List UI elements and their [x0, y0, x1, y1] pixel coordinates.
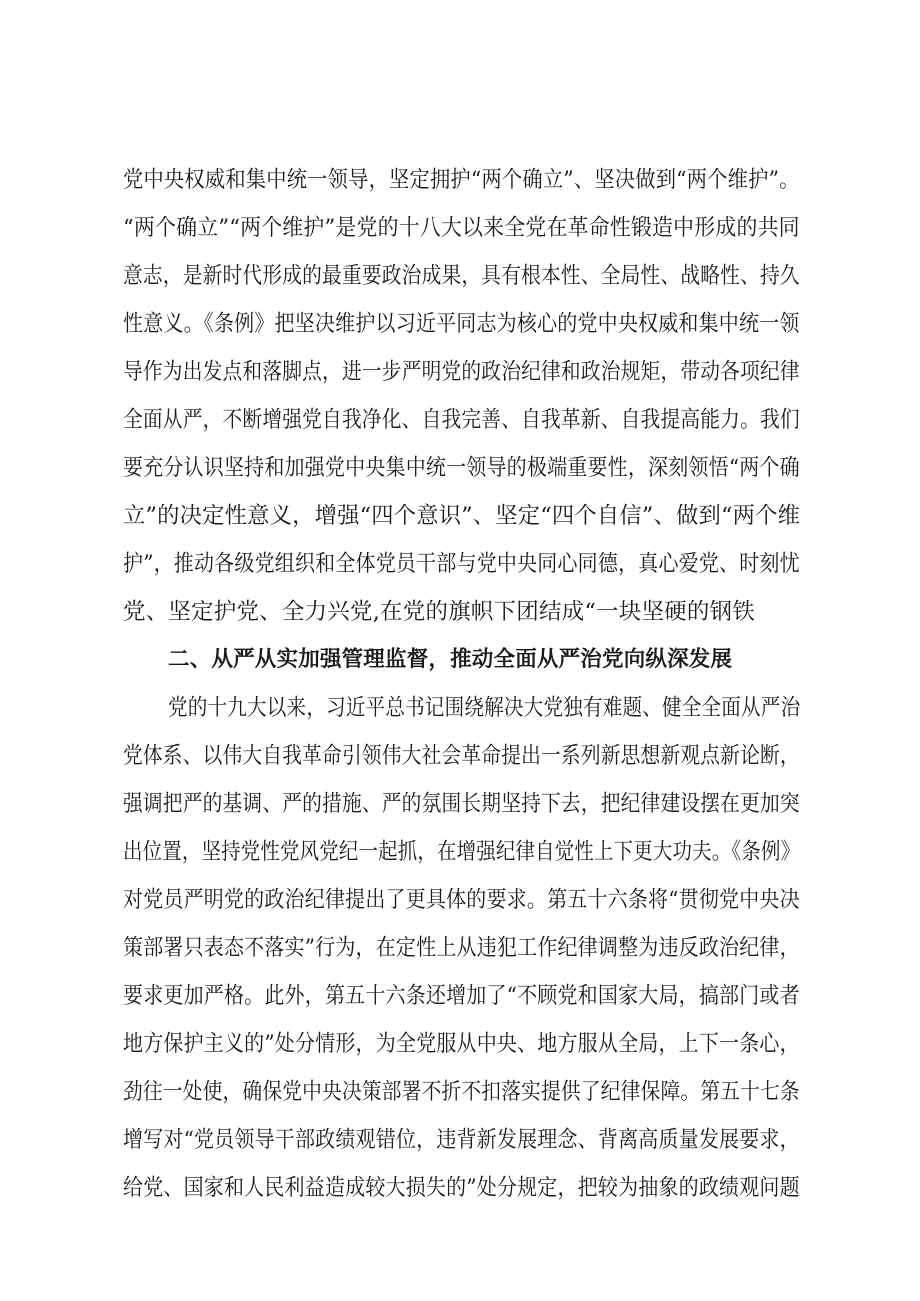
- text-line: 劲往一处使，确保党中央决策部署不折不扣落实提供了纪律保障。第五十七条: [123, 1079, 800, 1105]
- text-line: 党中央权威和集中统一领导，坚定拥护“两个确立”、坚决做到“两个维护”。: [123, 167, 800, 193]
- text-line: 增写对“党员领导干部政绩观错位，违背新发展理念、背离高质量发展要求，: [123, 1127, 800, 1153]
- text-line: 给党、国家和人民利益造成较大损失的”处分规定，把较为抽象的政绩观问题: [123, 1175, 800, 1201]
- text-line: 要充分认识坚持和加强党中央集中统一领导的极端重要性，深刻领悟“两个确: [123, 455, 800, 481]
- text-line: 出位置，坚持党性党风党纪一起抓，在增强纪律自觉性上下更大功夫。《条例》: [123, 839, 801, 865]
- text-line: 党体系、以伟大自我革命引领伟大社会革命提出一系列新思想新观点新论断，: [123, 743, 800, 769]
- text-line: 意志，是新时代形成的最重要政治成果，具有根本性、全局性、战略性、持久: [123, 263, 800, 289]
- text-line: 要求更加严格。此外，第五十六条还增加了“不顾党和国家大局，搞部门或者: [123, 983, 800, 1009]
- text-line: “两个确立”“两个维护”是党的十八大以来全党在革命性锻造中形成的共同: [123, 215, 800, 241]
- text-line: 党的十九大以来，习近平总书记围绕解决大党独有难题、健全全面从严治: [168, 695, 801, 721]
- text-line: 立”的决定性意义，增强“四个意识”、坚定“四个自信”、做到“两个维: [123, 503, 801, 529]
- text-line: 党、坚定护党、全力兴党,在党的旗帜下团结成“一块坚硬的钢铁: [123, 599, 755, 625]
- text-line: 地方保护主义的”处分情形，为全党服从中央、地方服从全局，上下一条心，: [123, 1031, 800, 1057]
- section-heading: 二、从严从实加强管理监督，推动全面从严治党向纵深发展: [168, 647, 733, 672]
- text-line: 策部署只表态不落实”行为，在定性上从违犯工作纪律调整为违反政治纪律，: [123, 935, 800, 961]
- text-line: 导作为出发点和落脚点，进一步严明党的政治纪律和政治规矩，带动各项纪律: [123, 359, 800, 385]
- text-line: 全面从严，不断增强党自我净化、自我完善、自我革新、自我提高能力。我们: [123, 407, 800, 433]
- text-line: 性意义。《条例》把坚决维护以习近平同志为核心的党中央权威和集中统一领: [123, 311, 800, 337]
- text-line: 对党员严明党的政治纪律提出了更具体的要求。第五十六条将“贯彻党中央决: [123, 887, 800, 913]
- text-line: 护”，推动各级党组织和全体党员干部与党中央同心同德，真心爱党、时刻忧: [123, 551, 800, 577]
- text-line: 强调把严的基调、严的措施、严的氛围长期坚持下去，把纪律建设摆在更加突: [123, 791, 800, 817]
